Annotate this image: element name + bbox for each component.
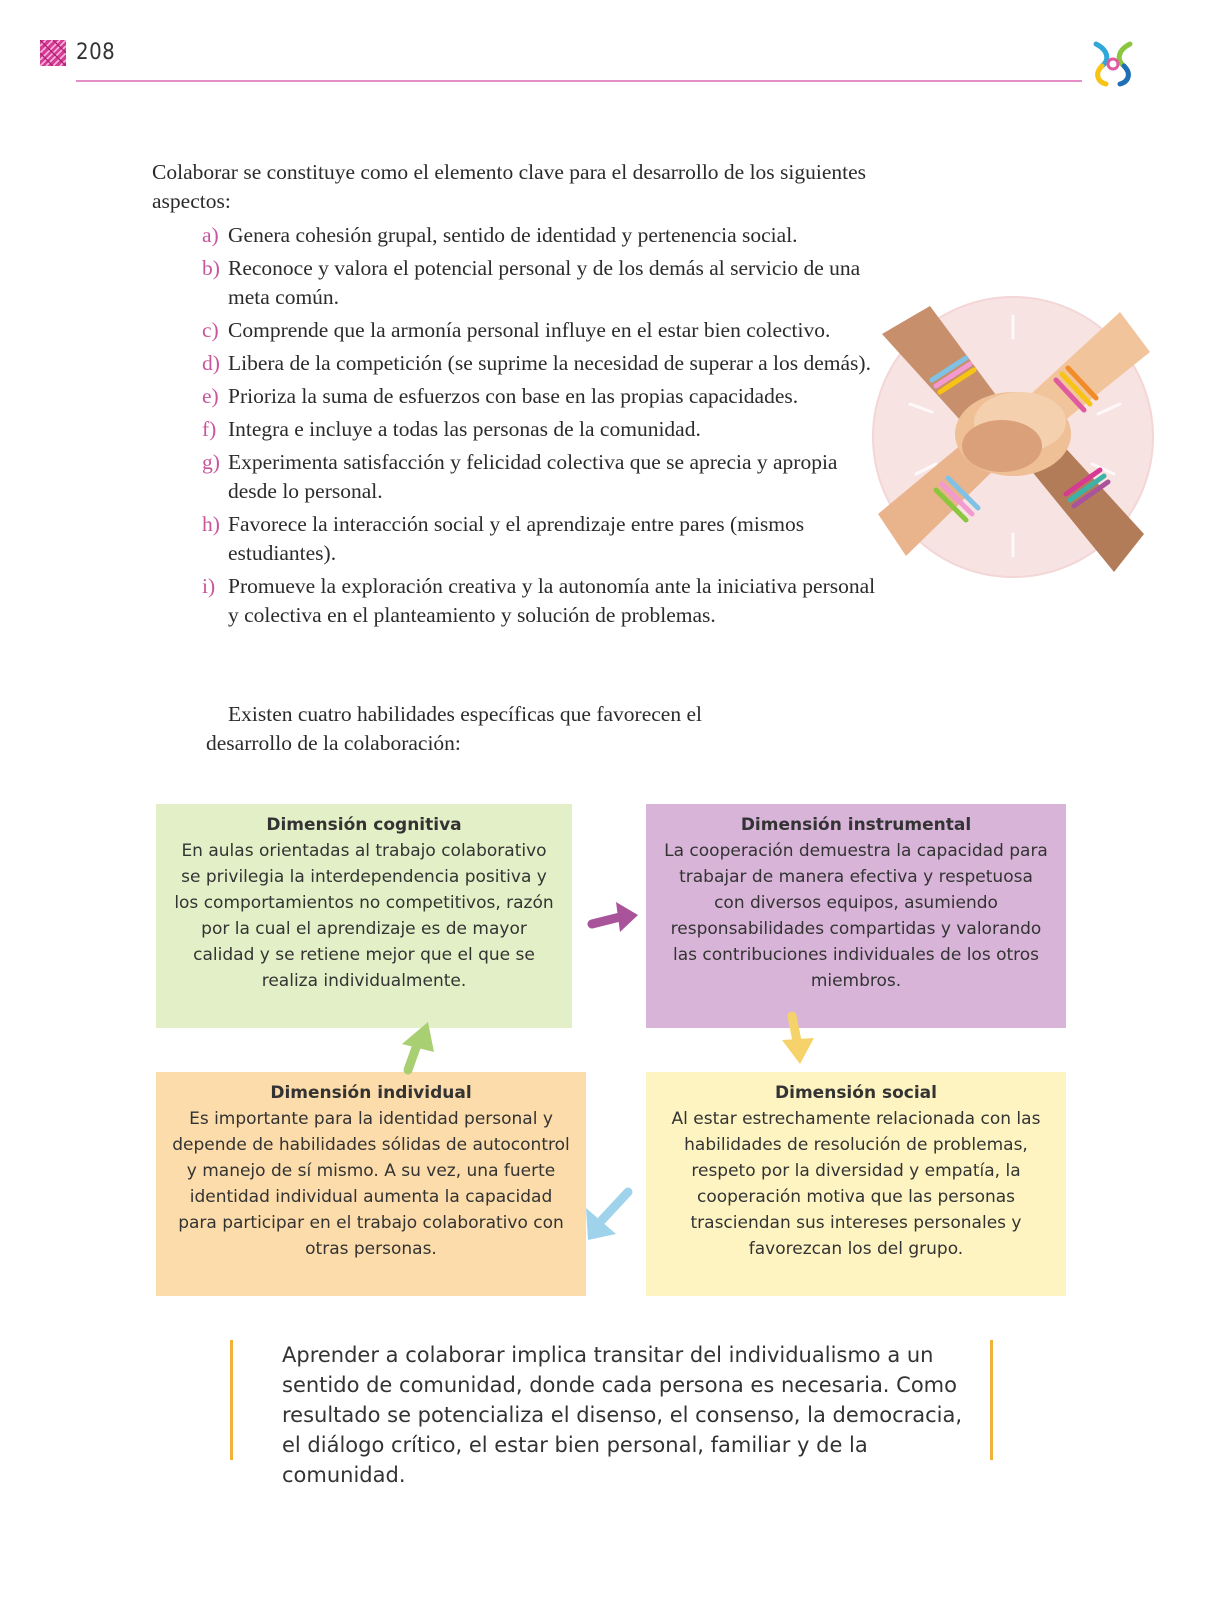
dimension-social-box	[646, 1072, 1066, 1296]
dimension-cognitive-title: Dimensión cognitiva	[266, 815, 462, 835]
list-item	[202, 415, 882, 444]
list-item	[202, 316, 882, 345]
closing-quote: Aprender a colaborar implica transitar del individualismo a un sentido de comunidad, donde cada persona es necesaria. Como resultado se potencializa el disenso, el consenso, la democracia, el diálogo crítico, el estar bien personal, familiar y de la comunidad.	[282, 1343, 963, 1487]
intro-paragraph: Colaborar se constituye como el elemento clave para el desarrollo de los siguientes aspectos:	[152, 160, 867, 213]
collaboration-logo-icon	[1088, 38, 1138, 88]
dimension-individual-box	[156, 1072, 586, 1296]
list-letter: h)	[202, 512, 220, 536]
list-item-text: Comprende que la armonía personal influye en el estar bien colectivo.	[228, 318, 831, 342]
list-item-text: Experimenta satisfacción y felicidad colectiva que se aprecia y apropia desde lo personal.	[228, 450, 838, 503]
list-item	[202, 254, 882, 312]
dimension-instrumental-box	[646, 804, 1066, 1028]
dimension-instrumental-text: La cooperación demuestra la capacidad para trabajar de manera efectiva y respetuosa con diversos equipos, asumiendo responsabilidades compartidas y valorando las contribuciones individuales de los otros miembros.	[664, 841, 1048, 991]
list-item-text: Prioriza la suma de esfuerzos con base en las propias capacidades.	[228, 384, 799, 408]
dimension-social-text: Al estar estrechamente relacionada con las habilidades de resolución de problemas, respeto por la diversidad y empatía, la cooperación motiva que las personas trasciendan sus intereses personales y favorezcan los del grupo.	[671, 1109, 1041, 1259]
dimension-individual-text: Es importante para la identidad personal y depende de habilidades sólidas de autocontrol y manejo de sí mismo. A su vez, una fuerte identidad individual aumenta la capacidad para participar en el trabajo colaborativo con otras personas.	[172, 1109, 570, 1259]
list-letter: b)	[202, 256, 220, 280]
list-letter: e)	[202, 384, 219, 408]
dimension-instrumental-title: Dimensión instrumental	[740, 815, 972, 835]
list-item-text: Favorece la interacción social y el aprendizaje entre pares (mismos estudiantes).	[228, 512, 805, 565]
list-item	[202, 221, 882, 250]
list-item-text: Genera cohesión grupal, sentido de identidad y pertenencia social.	[228, 223, 798, 247]
list-letter: g)	[202, 450, 220, 474]
arrow-up-icon	[388, 1016, 448, 1076]
dimension-social-title: Dimensión social	[775, 1083, 937, 1103]
list-item-text: Promueve la exploración creativa y la autonomía ante la iniciativa personal y colectiva en el planteamiento y solución de problemas.	[228, 574, 876, 627]
stacked-hands-illustration	[870, 294, 1156, 580]
arrow-down-icon	[768, 1012, 828, 1072]
arrow-right-icon	[586, 888, 646, 948]
dimension-individual-title: Dimensión individual	[270, 1083, 472, 1103]
list-letter: d)	[202, 351, 220, 375]
header-rule	[76, 80, 1082, 82]
list-letter: f)	[202, 417, 217, 441]
aspects-list	[202, 221, 882, 634]
pattern-ornament-icon	[40, 40, 66, 66]
list-item	[202, 572, 882, 630]
list-letter: i)	[202, 574, 216, 598]
list-item	[202, 382, 882, 411]
list-item-text: Libera de la competición (se suprime la necesidad de superar a los demás).	[228, 351, 871, 375]
dimension-cognitive-text: En aulas orientadas al trabajo colaborativo se privilegia la interdependencia positiva y los comportamientos no competitivos, razón por la cual el aprendizaje es de mayor calidad y se retiene mejor que el que se realiza individualmente.	[174, 841, 554, 991]
list-letter: c)	[202, 318, 219, 342]
list-item-text: Reconoce y valora el potencial personal y de los demás al servicio de una meta común.	[228, 256, 861, 309]
page-number: 208	[76, 40, 116, 65]
quote-left-bar	[230, 1340, 233, 1460]
list-item	[202, 349, 882, 378]
list-item-text: Integra e incluye a todas las personas de la comunidad.	[228, 417, 701, 441]
list-item	[202, 510, 882, 568]
quote-right-bar	[990, 1340, 993, 1460]
skills-intro-paragraph: Existen cuatro habilidades específicas que favorecen el desarrollo de la colaboración:	[206, 702, 702, 755]
arrow-down-left-icon	[578, 1186, 638, 1246]
list-letter: a)	[202, 223, 219, 247]
list-item	[202, 448, 882, 506]
dimension-cognitive-box	[156, 804, 572, 1028]
